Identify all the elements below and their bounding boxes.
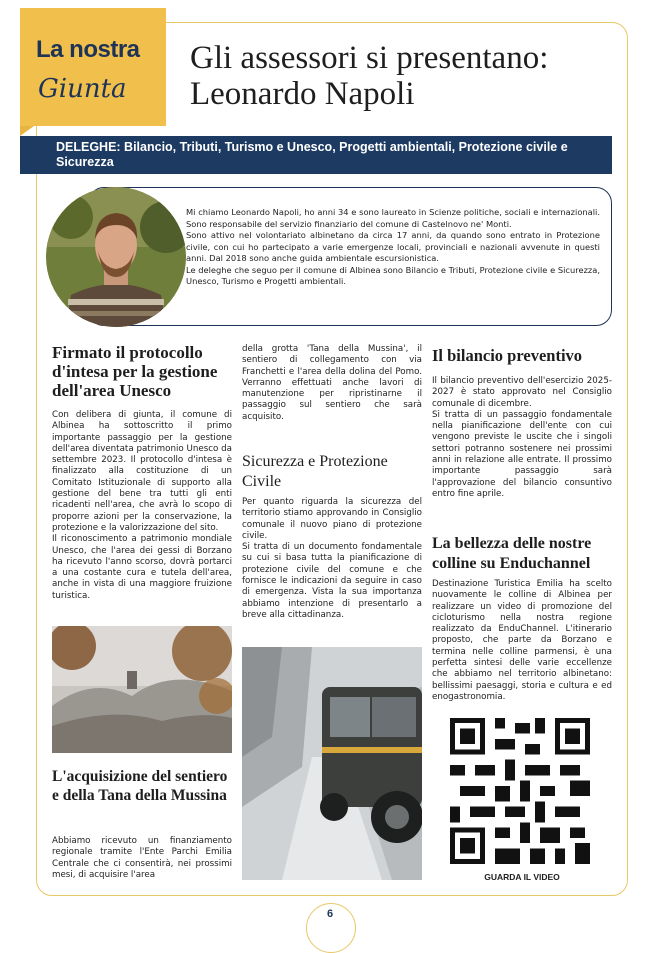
qr-code[interactable] bbox=[450, 718, 590, 864]
tag-tail bbox=[20, 126, 34, 136]
page-title bbox=[190, 40, 548, 112]
title-line2: Leonardo Napoli bbox=[190, 76, 415, 112]
profile-paragraph: Mi chiamo Leonardo Napoli, ho anni 34 e sono laureato in Scienze politiche, sociali e internazionali. Sono responsabile del servizio finanziario del comune di Castelnovo ne' Monti. bbox=[186, 207, 600, 229]
heading-sicurezza: Sicurezza e Protezione Civile bbox=[242, 453, 388, 490]
heading-bilancio: Il bilancio preventivo bbox=[432, 346, 583, 365]
avatar bbox=[46, 187, 186, 327]
tag-line2: Giunta bbox=[38, 74, 127, 104]
heading-protocollo: Firmato il protocollo d'intesa per la gestione dell'area Unesco bbox=[52, 343, 218, 400]
heading-acquisizione: L'acquisizione del sentiero e della Tana della Mussina bbox=[52, 768, 228, 804]
heading-bellezza: La bellezza delle nostre colline su Enduchannel bbox=[432, 535, 592, 572]
tag-line1: La nostra bbox=[36, 36, 140, 63]
paragraph: della grotta 'Tana della Mussina', il sentiero di collegamento con via Franchetti e l'area della dolina del Pomo. Verranno effettuati anche lavori di manutenzione per ripristinarne il passaggio sul sentiero che sarà acquisito. bbox=[242, 344, 422, 422]
section-tag bbox=[20, 8, 166, 126]
snow-vehicle-photo bbox=[242, 647, 422, 880]
paragraph: Si tratta di un passaggio fondamentale nella pianificazione dell'ente con cui vengono previste le uscite che i singoli settori potranno sostenere nei prossimi anni in relazione alle entrate. Il prossimo importante passaggio sarà l'approvazione del bilancio consuntivo entro fine aprile. bbox=[432, 409, 612, 499]
landscape-photo bbox=[52, 626, 232, 753]
paragraph: Si tratta di un documento fondamentale su cui si basa tutta la pianificazione di protezione civile del comune e che fornisce le indicazioni da seguire in caso di emergenza. Vista la sua importanza abbiamo intenzione di presentarlo a breve alla cittadinanza. bbox=[242, 542, 422, 620]
paragraph: Con delibera di giunta, il comune di Albinea ha sottoscritto il primo importante passaggio per la gestione dell'area diventata patrimonio Unesco da settembre 2023. Il protocollo d'intesa è finalizzato alla costituzione di un Comitato Istituzionale di supporto alla gestione del bene tra tutti gli enti ricadenti nell'area, che avrà lo scopo di proporre azioni per la conservazione, la protezione e la valorizzazione del sito. bbox=[52, 410, 232, 533]
article-protocollo bbox=[52, 410, 232, 602]
article-acquisizione bbox=[52, 836, 232, 881]
title-line1: Gli assessori si presentano: bbox=[190, 40, 549, 76]
paragraph: Il riconoscimento a patrimonio mondiale Unesco, che l'area dei gessi di Borzano ha ricevuto l'anno scorso, dovrà portarci a una costante cura e tutela dell'area, anche in vista di una maggiore fruizione turistica. bbox=[52, 534, 232, 601]
article-enduchannel bbox=[432, 579, 612, 703]
paragraph: Per quanto riguarda la sicurezza del territorio stiamo approvando in Consiglio comunale il nuovo piano di protezione civile. bbox=[242, 497, 422, 541]
paragraph: Il bilancio preventivo dell'esercizio 2025-2027 è stato approvato nel Consiglio comunale di dicembre. bbox=[432, 376, 612, 409]
deleghe-banner: DELEGHE: Bilancio, Tributi, Turismo e Unesco, Progetti ambientali, Protezione civile e Sicurezza bbox=[20, 136, 612, 174]
article-tana-continued bbox=[242, 344, 422, 423]
profile-paragraph: Le deleghe che seguo per il comune di Albinea sono Bilancio e Tributi, Protezione civile e Sicurezza, Unesco, Turismo e Progetti ambientali. bbox=[186, 264, 600, 286]
qr-caption: GUARDA IL VIDEO bbox=[484, 872, 560, 882]
page-number: 6 bbox=[326, 908, 334, 920]
profile-paragraph: Sono attivo nel volontariato albinetano da circa 17 anni, da quando sono entrato in Protezione civile, con cui ho partecipato a varie emergenze locali, provinciali e nazionali avvenute in questi anni. Dal 2018 sono anche guida ambientale escursionistica. bbox=[186, 230, 600, 263]
paragraph: Destinazione Turistica Emilia ha scelto nuovamente le colline di Albinea per realizzare un video di promozione del cicloturismo nella nostra regione realizzato da EnduChannel. L'itinerario proposto, che parte da Borzano e termina nelle colline parmensi, è una perfetta sintesi delle varie eccellenze che abbiamo nel territorio albinetano: bellissimi paesaggi, storia e cultura e ed enogastronomia. bbox=[432, 579, 612, 702]
article-bilancio bbox=[432, 376, 612, 500]
article-sicurezza bbox=[242, 497, 422, 621]
paragraph: Abbiamo ricevuto un finanziamento regionale tramite l'Ente Parchi Emilia Centrale che ci consentirà, nei prossimi mesi, di acquisire l'area bbox=[52, 836, 232, 880]
profile-text bbox=[186, 207, 600, 288]
